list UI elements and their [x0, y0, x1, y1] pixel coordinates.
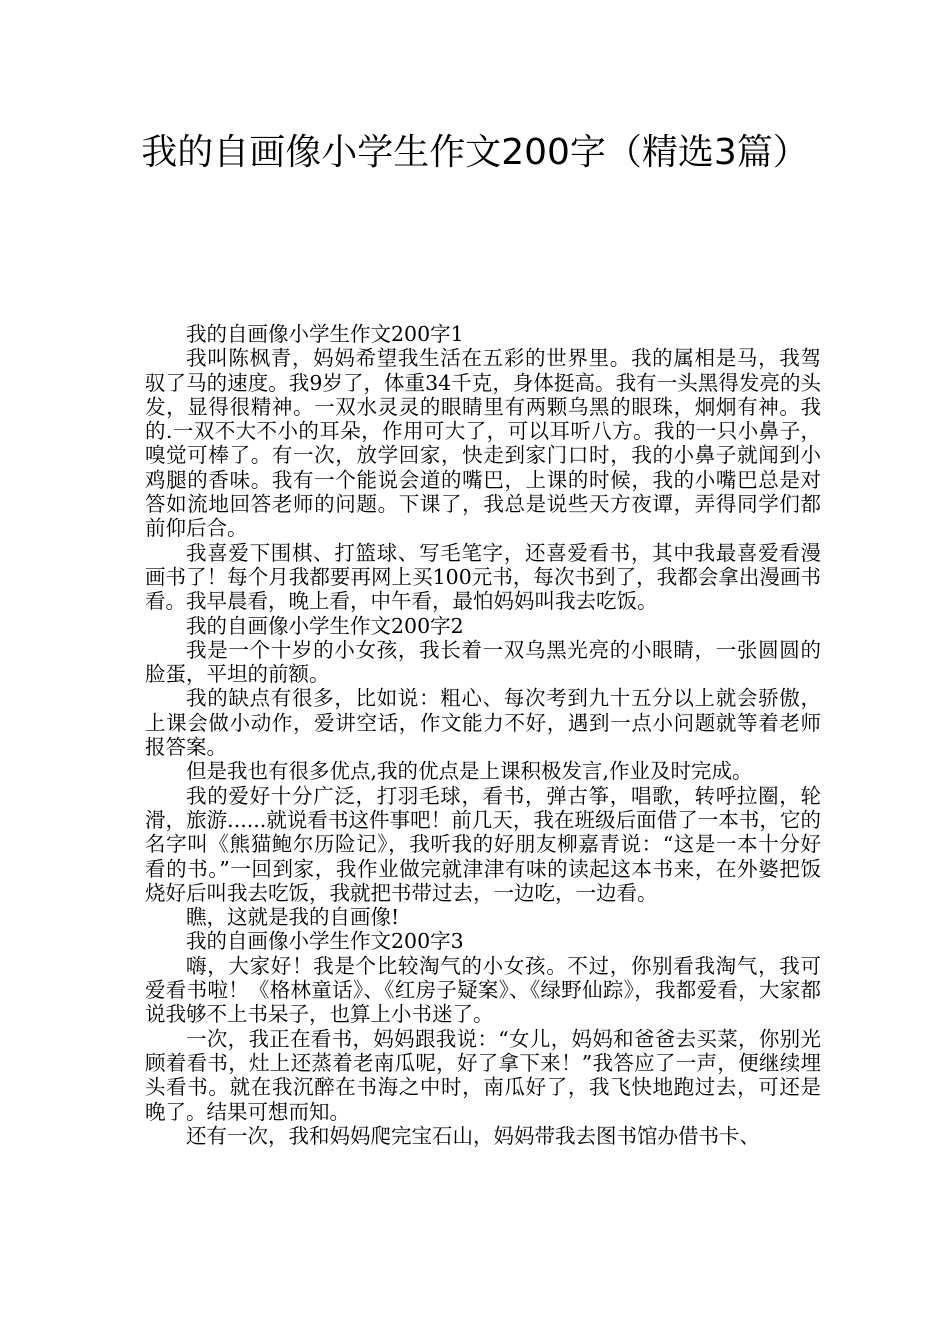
paragraph: 我的缺点有很多，比如说：粗心、每次考到九十五分以上就会骄傲，上课会做小动作，爱讲空话，作文能力不好，遇到一点小问题就等着老师报答案。	[145, 686, 821, 760]
paragraph: 我的爱好十分广泛，打羽毛球，看书，弹古筝，唱歌，转呼拉圈，轮滑，旅游......就说看书这件事吧！前几天，我在班级后面借了一本书，它的名字叫《熊猫鲍尔历险记》，我听我的好朋友柳嘉青说：“这是一本十分好看的书。”一回到家，我作业做完就津津有味的读起这本书来，在外婆把饭烧好后叫我去吃饭，我就把书带过去，一边吃，一边看。	[145, 783, 821, 905]
paragraph: 我叫陈枫青，妈妈希望我生活在五彩的世界里。我的属相是马，我驾驭了马的速度。我9岁了，体重34千克，身体挺高。我有一头黑得发亮的头发，显得很精神。一双水灵灵的眼睛里有两颗乌黑的眼珠，炯炯有神。我的.一双不大不小的耳朵，作用可大了，可以耳听八方。我的一只小鼻子，嗅觉可棒了。有一次，放学回家，快走到家门口时，我的小鼻子就闻到小鸡腿的香味。我有一个能说会道的嘴巴，上课的时候，我的小嘴巴总是对答如流地回答老师的问题。下课了，我总是说些天方夜谭，弄得同学们都前仰后合。	[145, 346, 821, 541]
section-heading-1: 我的自画像小学生作文200字1	[186, 322, 464, 346]
document-title: 我的自画像小学生作文200字（精选3篇）	[141, 132, 809, 173]
paragraph: 瞧，这就是我的自画像!	[186, 905, 400, 930]
paragraph: 嗨，大家好！我是个比较淘气的小女孩。不过，你别看我淘气，我可爱看书啦！《格林童话》、《红房子疑案》、《绿野仙踪》，我都爱看，大家都说我够不上书呆子，也算上小书迷了。	[145, 953, 821, 1027]
paragraph: 我喜爱下围棋、打篮球、写毛笔字，还喜爱看书，其中我最喜爱看漫画书了！每个月我都要再网上买100元书，每次书到了，我都会拿出漫画书看。我早晨看，晚上看，中午看，最怕妈妈叫我去吃饭。	[145, 540, 821, 614]
paragraph: 还有一次，我和妈妈爬完宝石山，妈妈带我去图书馆办借书卡、	[186, 1123, 760, 1148]
section-heading-2: 我的自画像小学生作文200字2	[186, 613, 464, 638]
paragraph: 但是我也有很多优点,我的优点是上课积极发言,作业及时完成。	[186, 759, 753, 784]
section-heading-3: 我的自画像小学生作文200字3	[186, 929, 464, 954]
document-body	[145, 322, 821, 1148]
paragraph: 我是一个十岁的小女孩，我长着一双乌黑光亮的小眼睛，一张圆圆的脸蛋，平坦的前额。	[145, 637, 821, 687]
paragraph: 一次，我正在看书，妈妈跟我说：“女儿，妈妈和爸爸去买菜，你别光顾着看书，灶上还蒸着老南瓜呢，好了拿下来！”我答应了一声，便继续埋头看书。就在我沉醉在书海之中时，南瓜好了，我飞快地跑过去，可还是晚了。结果可想而知。	[145, 1026, 821, 1124]
